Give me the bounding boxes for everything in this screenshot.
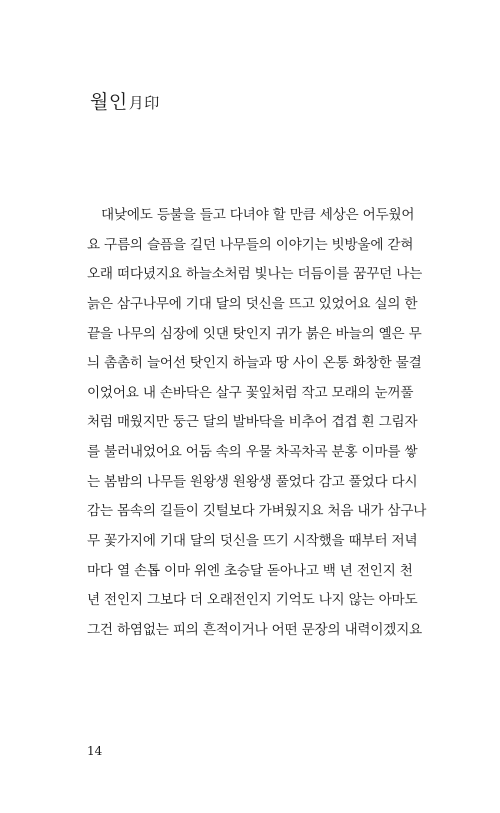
poem-line: 늙은 삼구나무에 기대 달의 덧신을 뜨고 있었어요 실의 한 [87,295,418,312]
page-number: 14 [87,744,103,758]
poem-line: 요 구름의 슬픔을 길던 나무들의 이야기는 빗방울에 갇혀 [87,236,414,253]
poem-title-korean: 월인 [90,91,128,113]
poem-line: 감는 몸속의 길들이 깃털보다 가벼웠지요 처음 내가 삼구나 [87,503,427,520]
poem-body [87,201,427,646]
poem-line: 년 전인지 그보다 더 오래전인지 기억도 나지 않는 아마도 [87,592,418,609]
poem-line: 오래 떠다녔지요 하늘소처럼 빛나는 더듬이를 꿈꾸던 나는 [87,266,423,283]
poem-title [90,90,160,115]
poem-line: 마다 열 손톱 이마 위엔 초승달 돋아나고 백 년 전인지 천 [87,562,413,579]
poem-line: 대낮에도 등불을 들고 다녀야 할 만큼 세상은 어두웠어 [101,207,415,223]
poem-line: 이었어요 내 손바닥은 살구 꽃잎처럼 작고 모래의 눈꺼풀 [87,384,414,401]
poem-line: 무 꽃가지에 기대 달의 덧신을 뜨기 시작했을 때부터 저녁 [87,533,418,550]
poem-line: 그건 하염없는 피의 흔적이거나 어떤 문장의 내력이겠지요 [87,621,423,638]
poem-title-hanja: 月印 [128,94,160,112]
poem-line: 를 불러내었어요 어둠 속의 우물 차곡차곡 분홍 이마를 쌓 [87,444,418,461]
poem-line: 끝을 나무의 심장에 잇댄 탓인지 귀가 붉은 바늘의 옐은 무 [87,325,422,342]
poem-line: 늬 촘촘히 늘어선 탓인지 하늘과 땅 사이 온통 화창한 물결 [87,355,422,372]
poem-line: 처럼 매웠지만 둥근 달의 발바닥을 비추어 겹겹 흰 그림자 [87,414,418,431]
poem-line: 는 봄밤의 나무들 원왕생 원왕생 풀었다 감고 풀었다 다시 [87,473,418,490]
